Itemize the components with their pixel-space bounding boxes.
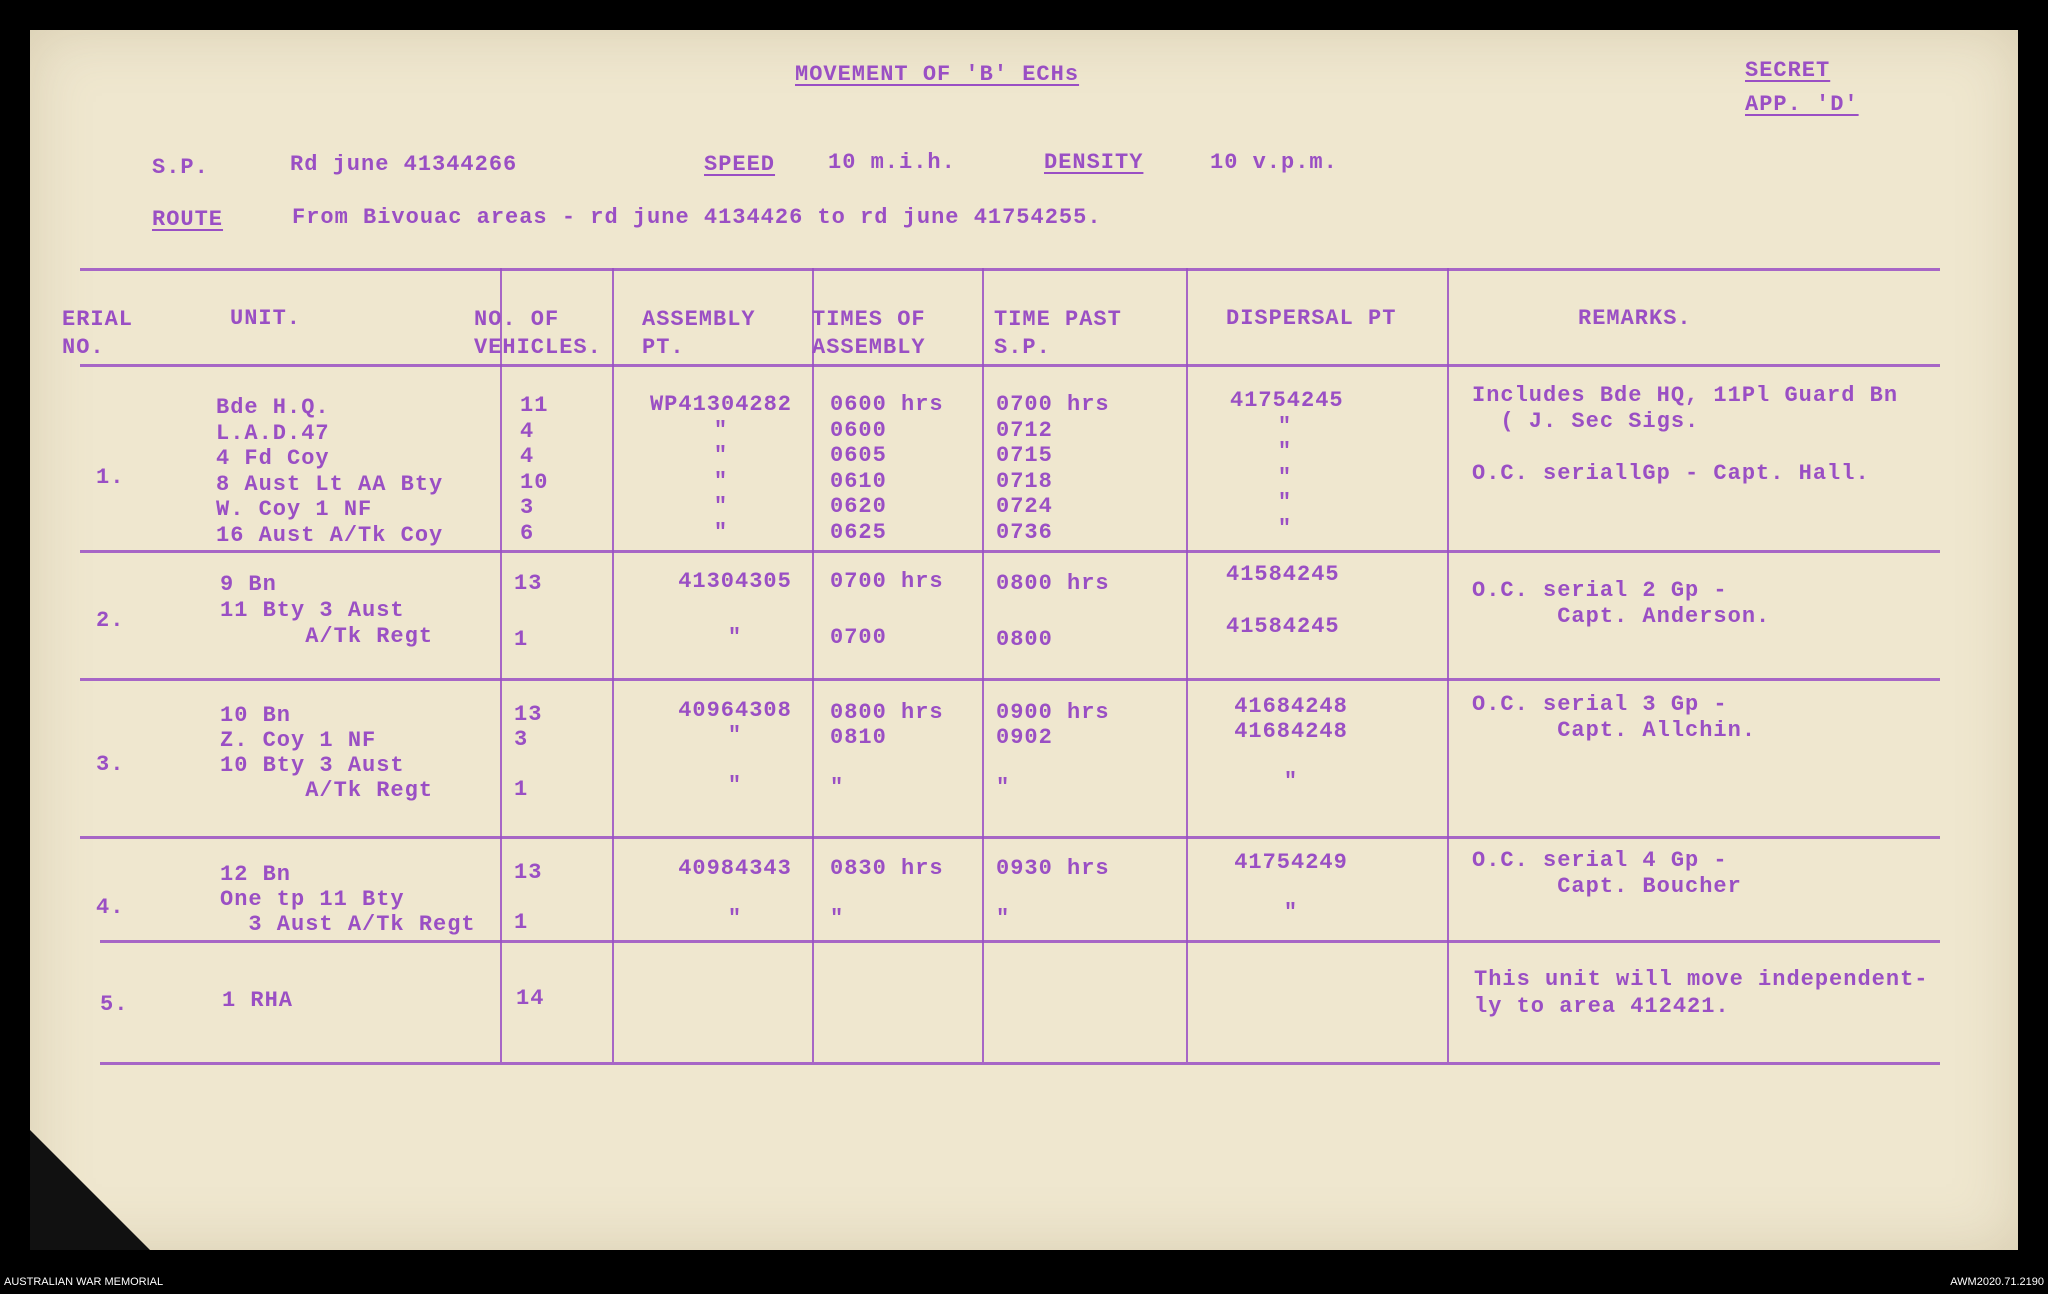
- dispersal-pt-cell: 41754245 " " " " ": [1230, 388, 1344, 541]
- row-divider: [100, 940, 1940, 943]
- speed-value: 10 m.i.h.: [828, 150, 956, 175]
- times-assembly-cell: 0600 hrs 0600 0605 0610 0620 0625: [830, 392, 944, 545]
- table-top-rule: [80, 268, 1940, 271]
- vehicles-cell: 14: [516, 986, 545, 1011]
- serial-cell: 3.: [96, 752, 125, 777]
- unit-cell: 9 Bn 11 Bty 3 Aust A/Tk Regt: [220, 572, 434, 649]
- column-divider: [1447, 268, 1449, 1062]
- appendix-label: APP. 'D': [1745, 92, 1859, 117]
- remarks-cell: Includes Bde HQ, 11Pl Guard Bn ( J. Sec Sigs. O.C. seriallGp - Capt. Hall.: [1472, 383, 1899, 486]
- row-divider: [80, 678, 1940, 681]
- header-time-past-sp: TIME PAST S.P.: [994, 307, 1122, 360]
- speed-label: SPEED: [704, 152, 776, 177]
- density-label: DENSITY: [1044, 150, 1144, 175]
- vehicles-cell: 13 1: [514, 860, 543, 935]
- header-vehicles: NO. OF VEHICLES.: [474, 307, 602, 360]
- times-assembly-cell: 0800 hrs 0810 ": [830, 700, 944, 800]
- header-remarks: REMARKS.: [1578, 306, 1692, 331]
- column-divider: [612, 268, 614, 1062]
- column-divider: [812, 268, 814, 1062]
- archive-credit: AUSTRALIAN WAR MEMORIAL: [4, 1276, 164, 1288]
- archive-reference: AWM2020.71.2190: [1950, 1276, 2044, 1288]
- column-divider: [500, 268, 502, 1062]
- route-label: ROUTE: [152, 207, 224, 232]
- dispersal-pt-cell: 41754249 ": [1234, 850, 1348, 925]
- column-divider: [1186, 268, 1188, 1062]
- assembly-pt-cell: 40964308 " ": [678, 698, 792, 798]
- classification-label: SECRET: [1745, 58, 1831, 83]
- header-times-assembly: TIMES OF ASSEMBLY: [812, 307, 926, 360]
- row-divider: [80, 836, 1940, 839]
- route-value: From Bivouac areas - rd june 4134426 to rd june 41754255.: [292, 205, 1102, 230]
- remarks-cell: O.C. serial 2 Gp - Capt. Anderson.: [1472, 578, 1771, 629]
- density-value: 10 v.p.m.: [1210, 150, 1338, 175]
- times-assembly-cell: 0700 hrs 0700: [830, 569, 944, 650]
- vehicles-cell: 13 1: [514, 571, 543, 652]
- unit-cell: 10 Bn Z. Coy 1 NF 10 Bty 3 Aust A/Tk Regt: [220, 703, 434, 803]
- dispersal-pt-cell: 41684248 41684248 ": [1234, 694, 1348, 794]
- serial-cell: 4.: [96, 895, 125, 920]
- remarks-cell: O.C. serial 3 Gp - Capt. Allchin.: [1472, 692, 1757, 743]
- serial-cell: 5.: [100, 992, 129, 1017]
- time-past-sp-cell: 0800 hrs 0800: [996, 571, 1110, 652]
- unit-cell: 1 RHA: [222, 988, 294, 1013]
- header-bottom-rule: [80, 364, 1940, 367]
- table-bottom-rule: [100, 1062, 1940, 1065]
- time-past-sp-cell: 0930 hrs ": [996, 856, 1110, 931]
- time-past-sp-cell: 0700 hrs 0712 0715 0718 0724 0736: [996, 392, 1110, 545]
- sp-label: S.P.: [152, 155, 209, 180]
- unit-cell: Bde H.Q. L.A.D.47 4 Fd Coy 8 Aust Lt AA Bty W. Coy 1 NF 16 Aust A/Tk Coy: [216, 395, 444, 548]
- unit-cell: 12 Bn One tp 11 Bty 3 Aust A/Tk Regt: [220, 862, 476, 937]
- assembly-pt-cell: 41304305 ": [678, 569, 792, 650]
- assembly-pt-cell: WP41304282 " " " " ": [649, 392, 793, 545]
- remarks-cell: This unit will move independent- ly to area 412421.: [1474, 967, 1929, 1019]
- header-serial: ERIAL NO.: [62, 307, 134, 360]
- column-divider: [982, 268, 984, 1062]
- assembly-pt-cell: 40984343 ": [678, 856, 792, 931]
- vehicles-cell: 11 4 4 10 3 6: [520, 393, 549, 546]
- times-assembly-cell: 0830 hrs ": [830, 856, 944, 931]
- document-title: MOVEMENT OF 'B' ECHs: [795, 62, 1080, 87]
- remarks-cell: O.C. serial 4 Gp - Capt. Boucher: [1472, 848, 1742, 899]
- serial-cell: 1.: [96, 465, 125, 490]
- torn-corner: [30, 1130, 150, 1250]
- vehicles-cell: 13 3 1: [514, 702, 543, 802]
- serial-cell: 2.: [96, 608, 125, 633]
- row-divider: [80, 550, 1940, 553]
- header-unit: UNIT.: [230, 306, 302, 331]
- header-assembly-pt: ASSEMBLY PT.: [642, 307, 756, 360]
- sp-value: Rd june 41344266: [290, 152, 518, 177]
- dispersal-pt-cell: 41584245 41584245: [1226, 562, 1340, 639]
- header-dispersal-pt: DISPERSAL PT: [1226, 306, 1397, 331]
- time-past-sp-cell: 0900 hrs 0902 ": [996, 700, 1110, 800]
